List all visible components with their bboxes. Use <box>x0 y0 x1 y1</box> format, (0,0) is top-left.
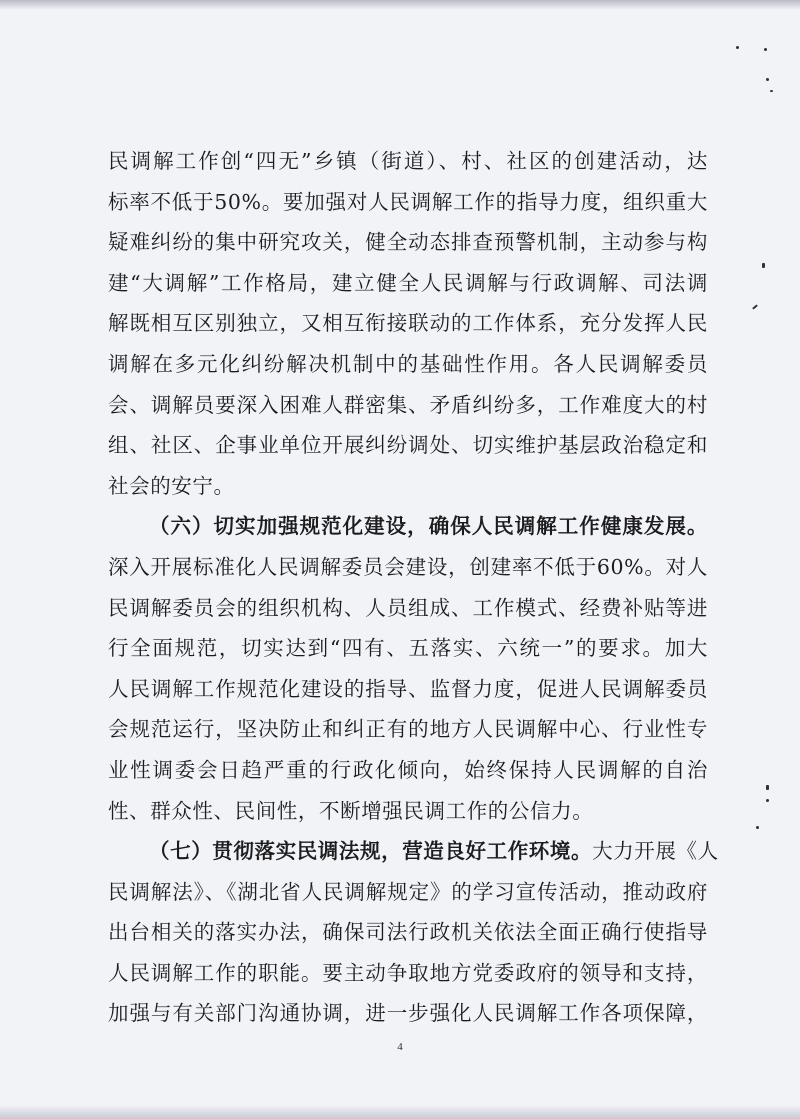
paragraph-line: 建“大调解”工作格局，建立健全人民调解与行政调解、司法调 <box>108 270 708 295</box>
section-7-heading-tail: 大力开展《人 <box>592 839 719 864</box>
paragraph-line: 标率不低于50%。要加强对人民调解工作的指导力度，组织重大 <box>108 189 708 214</box>
scan-speck <box>764 48 767 51</box>
paragraph-line: 民调解委员会的组织机构、人员组成、工作模式、经费补贴等进 <box>108 595 708 620</box>
scan-speck <box>752 304 758 309</box>
paragraph-line: 民调解工作创“四无”乡镇（街道）、村、社区的创建活动，达 <box>108 149 708 173</box>
paragraph-line: 组、社区、企事业单位开展纠纷调处、切实维护基层政治稳定和 <box>108 433 708 458</box>
scan-speck <box>766 785 769 790</box>
paragraph-line: 人民调解工作的职能。要主动争取地方党委政府的领导和支持， <box>108 960 708 985</box>
paragraph-line: 疑难纠纷的集中研究攻关，健全动态排查预警机制，主动参与构 <box>108 230 708 255</box>
paragraph-line: 解既相互区别独立，又相互衔接联动的工作体系，充分发挥人民 <box>108 311 708 336</box>
paragraph-line: 性、群众性、民间性，不断增强民调工作的公信力。 <box>108 798 594 823</box>
paragraph-line: 行全面规范，切实达到“四有、五落实、六统一”的要求。加大 <box>108 636 708 661</box>
page-number: 4 <box>397 1041 403 1053</box>
scan-speck <box>736 46 739 49</box>
scan-speck <box>766 78 769 81</box>
paragraph-line: 人民调解工作规范化建设的指导、监督力度，促进人民调解委员 <box>108 676 708 701</box>
paragraph-line: 深入开展标准化人民调解委员会建设，创建率不低于60%。对人 <box>108 554 708 579</box>
paragraph-line: 会、调解员要深入困难人群密集、矛盾纠纷多，工作难度大的村 <box>108 392 708 417</box>
scan-speck <box>770 90 773 92</box>
section-heading-7: （七）贯彻落实民调法规，营造良好工作环境。 <box>149 839 593 864</box>
scan-speck <box>766 799 769 802</box>
paragraph-line: 民调解法》、《湖北省人民调解规定》的学习宣传活动，推动政府 <box>108 879 708 904</box>
paragraph-line: 出台相关的落实办法，确保司法行政机关依法全面正确行使指导 <box>108 920 708 945</box>
scan-edge-bottom <box>0 1105 800 1119</box>
section-7-first-line <box>108 831 719 872</box>
section-heading-6: （六）切实加强规范化建设，确保人民调解工作健康发展。 <box>149 514 708 539</box>
paragraph-line: 会规范运行，坚决防止和纠正有的地方人民调解中心、行业性专 <box>108 717 708 742</box>
document-body <box>108 141 719 1034</box>
paragraph-line: 调解在多元化纠纷解决机制中的基础性作用。各人民调解委员 <box>108 351 708 376</box>
scan-speck <box>762 263 765 268</box>
scan-speck <box>756 826 759 829</box>
paragraph-line: 业性调委会日趋严重的行政化倾向，始终保持人民调解的自治 <box>108 757 708 782</box>
paragraph-line: 社会的安宁。 <box>108 473 235 498</box>
scan-edge-top <box>0 0 800 10</box>
paragraph-line: 加强与有关部门沟通协调，进一步强化人民调解工作各项保障， <box>108 1001 708 1026</box>
